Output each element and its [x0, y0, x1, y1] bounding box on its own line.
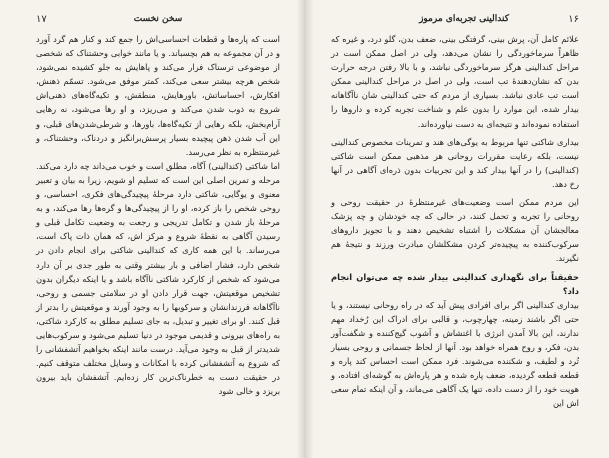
paragraph: این مردم ممکن است وضعیت‌های غیرمنتظرهٔ در حقیقت روحی و روحانی را تجربه و تحمل کنند، در حالی که چه خودشان و چه پزشک معالجشان آن مشکلات را اشتباه تشخیص دهند و با تجویز داروهای سرکوب‌کننده به پیچیده‌تر کردن مشکلشان مبادرت ورزند و نتیجهٔ هم نگیرند.	[331, 197, 579, 264]
right-page-body	[331, 32, 579, 410]
paragraph: است که پاره‌ها و قطعات احساسی‌اش را جمع کند و کنار هم گرد آورد و در آن مجموعه به هم بچسباند. و یا مانند خوابی وحشتناک که شخصی از موضوعی ترسناک فرار می‌کند و پاهایش به جلو کشیده نمی‌شود، شخص هرچه بیشتر سعی می‌کند، کمتر موفق می‌شود. تسمّم ذهنش، افکارش، احساساتش، باورهایش، منطقش، و تکیه‌گاه‌های ذهنی‌اش شروع به ذوب شدن می‌کند و می‌ریزد، و او رها می‌شود، نه رهایی آرام‌بخش، بلکه رهایی از تکیه‌گاه‌ها، باورها، و شرطی‌شدن‌های قبلی، و این آب شدن ذهن پیچیده بسیار پرسش‌برانگیز و دردناک، وحشتناک، و غیرمنتظره به نظر می‌رسد.	[36, 34, 280, 157]
paragraph: علائم کامل آن، پرش بینی، گرفتگی بینی، ضعف بدن، گلو درد، و غیره که ظاهراً سرماخوردگی را نشان می‌دهد، ولی در اصل ممکن است در مراحل کندالینی هرگز سرماخوردگی نباشد، و با بالا رفتن درجه حرارت بدن که نشان‌دهندهٔ تب است، ولی در اصل در مراحل کندالینی ممکن است تب عادی نباشد. بسیاری از مردم که حتی کندالینی شان ناآگاهانه بیدار شده، این موارد را بدون علم و شناخت تجربه کرده و داروها را استفاده نموده‌اند و نتیجه‌ای به دست نیاورده‌اند.	[331, 34, 579, 129]
paragraph: بیداری شاکتی تنها مربوط به یوگی‌های هند و تمرینات مخصوص کندالینی نیست، بلکه رعایت مقررات روحانی هر مذهبی ممکن است شاکتی (کندالینی) را در آنها بیدار کند و این تجربیات بدون ذره‌ای آگاهی در آنها رخ دهد.	[331, 136, 579, 189]
left-running-title: سخن نخست	[133, 14, 183, 24]
right-page	[305, 0, 609, 458]
right-page-header	[331, 14, 579, 32]
left-page-header	[36, 14, 280, 32]
right-page-number: ۱۶	[568, 14, 579, 25]
paragraph: اما شاکتی (کندالینی) آگاه، مطلق است و خوب می‌داند چه دارد می‌کند. مرحله و تمرین اصلی این است که تسلیم او شویم، زیرا به بیان و تعبیر معنوی و یوگایی، شاکتی دارد مرحلهٔ پیچیدگی‌های فکری، احساسی، و روحی شخص را باز کرده، او را از پیچیدگی‌ها و گره‌ها رها می‌کند، و به مرحلهٔ باز شدن و تکامل تدریجی و رجعت به وضعیت تکامل قبلی و رسیدن آگاهی به نقطهٔ شروع و مرکز اش، که همان ذات پاک است، می‌رساند. با این همه کاری که کندالینی شاکتی برای انجام دادن در شخص دارد، فشار اضافی و بار بیشتر وقتی به طور جدی بر آن دارد می‌شود که شخص از کارکرد شاکتی ناآگاه باشد و یا اینکه دیگران بدون تشخیص موقعیتش، جهت قرار دادن او در سلامتی جسمی و روحی، ناآگاهانه فرزندانشان و سرکوبها را به وجود آورند و موقعیتش را بدتر از قبل کنند. او برای تغییر و تبدیل، به جای تسلیم مطلق به کارکرد شاکتی، به راه‌های بیرونی و قدیمی موجود در دنیا تسلیم می‌شود و سرکوب‌هایی شدیدتر از قبل به وجود می‌آید. درست مانند اینکه بخواهیم آتشفشانی را که شروع به آتشفشانی کرده با امکانات و وسایل مختلف متوقف کنیم. در حقیقت دست به خطرناک‌ترین کار زده‌ایم. آتشفشان باید بیرون بریزد و خالی شود	[36, 160, 280, 397]
section-question: حقیقتاً برای نگهداری کندالینی بیدار شده چه می‌توان انجام داد؟	[331, 271, 579, 296]
left-page-number: ۱۷	[36, 14, 47, 25]
left-page	[0, 0, 304, 458]
right-running-title: کندالینی تجربه‌ای مرموز	[419, 14, 509, 24]
paragraph: بیداری کندالینی اگر برای افرادی پیش آید که در راه روحانی نیستند، و یا حتی اگر باشند زمینه، چهارچوب، و قالبی برای ادراک این رُخداد مهم ندارند، این بالا آمدن انرژی با اغتشاش و آشوب گیج‌کننده و شگفت‌آور بدن، فکر، و روح همراه خواهد بود. آنها از لحاظ جسمانی و روحی بسیار تُرد و لطیف، و شکننده می‌شوند. فرد ممکن است احساس کند پاره و قطعه قطعه گردیده، ضعف پاره شده و هر پاره‌اش به گوشه‌ای افتاده، و هویت خود را از دست داده، تنها یک آگاهی می‌ماند، و آن اینکه تمام سعی اش این	[331, 299, 579, 409]
left-page-body	[36, 32, 280, 398]
